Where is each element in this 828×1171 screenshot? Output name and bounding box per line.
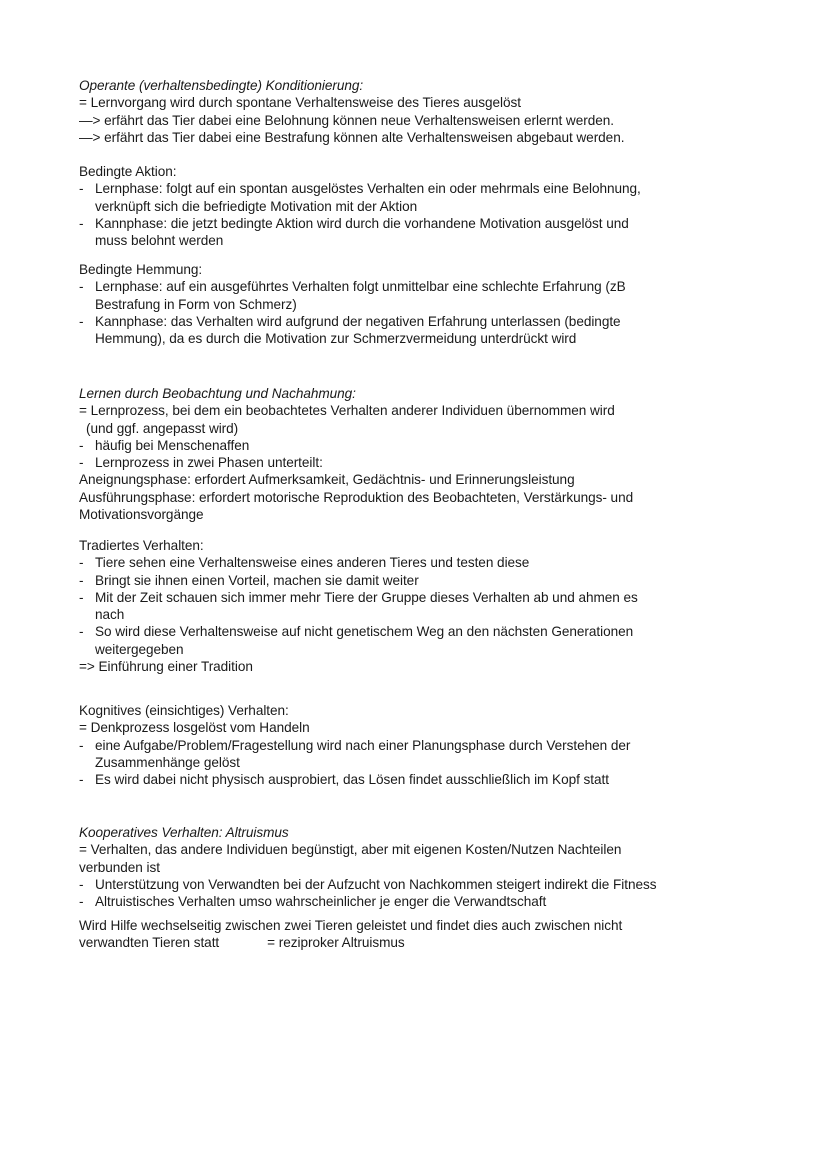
bullet-text: eine Aufgabe/Problem/Fragestellung wird nach einer Planungsphase durch Verstehen der: [95, 737, 631, 753]
bullet-dash: -: [79, 279, 84, 295]
text-line: [79, 876, 768, 893]
bullet-text: Unterstützung von Verwandten bei der Aufzucht von Nachkommen steigert indirekt die Fitness: [95, 876, 657, 892]
text-line: = Lernprozess, bei dem ein beobachtetes Verhalten anderer Individuen übernommen wird: [79, 403, 615, 419]
bullet-dash: -: [79, 555, 84, 571]
bullet-text: Tiere sehen eine Verhaltensweise eines anderen Tieres und testen diese: [95, 555, 530, 571]
text-line: [79, 278, 768, 295]
bullet-dash: -: [79, 215, 84, 231]
text-line: [79, 554, 768, 571]
text-line: [79, 313, 768, 330]
section-heading: Bedingte Hemmung:: [79, 262, 203, 277]
text-line: muss belohnt werden: [95, 233, 224, 249]
text-line: = Lernvorgang wird durch spontane Verhaltensweise des Tieres ausgelöst: [79, 95, 521, 111]
text-line: Ausführungsphase: erfordert motorische Reproduktion des Beobachteten, Verstärkungs- und: [79, 489, 634, 505]
bullet-text: Lernphase: folgt auf ein spontan ausgelöstes Verhalten ein oder mehrmals eine Belohnung,: [95, 181, 641, 197]
section-heading: Tradiertes Verhalten:: [79, 538, 204, 553]
text-line: [79, 934, 768, 951]
text-part: = reziproker Altruismus: [267, 935, 405, 951]
section-heading: Kognitives (einsichtiges) Verhalten:: [79, 703, 289, 718]
bullet-text: Bringt sie ihnen einen Vorteil, machen sie damit weiter: [95, 572, 419, 588]
bullet-text: Altruistisches Verhalten umso wahrscheinlicher je enger die Verwandtschaft: [95, 894, 547, 910]
bullet-text: häufig bei Menschenaffen: [95, 437, 250, 453]
text-line: [79, 737, 768, 754]
section-operante-konditionierung: [79, 77, 768, 146]
bullet-text: Es wird dabei nicht physisch ausprobiert, das Lösen findet ausschließlich im Kopf statt: [95, 772, 609, 788]
text-line: [79, 893, 768, 910]
bullet-text: So wird diese Verhaltensweise auf nicht genetischem Weg an den nächsten Generationen: [95, 624, 634, 640]
text-line: => Einführung einer Tradition: [79, 659, 253, 675]
text-line: Bestrafung in Form von Schmerz): [95, 296, 297, 312]
bullet-text: Kannphase: das Verhalten wird aufgrund der negativen Erfahrung unterlassen (bedingte: [95, 313, 621, 329]
text-line: —> erfährt das Tier dabei eine Bestrafung können alte Verhaltensweisen abgebaut werden.: [79, 129, 625, 145]
bullet-dash: -: [79, 772, 84, 788]
section-bedingte-hemmung: [79, 261, 768, 347]
section-tradiertes-verhalten: [79, 537, 768, 675]
bullet-dash: -: [79, 589, 84, 605]
section-bedingte-aktion: [79, 163, 768, 249]
text-line: verbunden ist: [79, 859, 160, 875]
text-line: [79, 771, 768, 788]
bullet-text: Mit der Zeit schauen sich immer mehr Tiere der Gruppe dieses Verhalten ab und ahmen es: [95, 589, 638, 605]
bullet-dash: -: [79, 181, 84, 197]
text-line: [79, 215, 768, 232]
bullet-dash: -: [79, 876, 84, 892]
text-line: [79, 572, 768, 589]
bullet-dash: -: [79, 437, 84, 453]
text-line: Zusammenhänge gelöst: [95, 754, 240, 770]
section-heading: Operante (verhaltensbedingte) Konditionierung:: [79, 78, 364, 93]
text-line: Wird Hilfe wechselseitig zwischen zwei Tieren geleistet und findet dies auch zwischen nicht: [79, 918, 623, 933]
section-lernen-durch-beobachtung: [79, 385, 768, 523]
bullet-dash: -: [79, 455, 84, 471]
section-kognitives-verhalten: [79, 702, 768, 788]
text-line: = Verhalten, das andere Individuen begünstigt, aber mit eigenen Kosten/Nutzen Nachteilen: [79, 842, 622, 858]
text-line: [79, 589, 768, 606]
text-line: = Denkprozess losgelöst vom Handeln: [79, 720, 310, 736]
bullet-dash: -: [79, 894, 84, 910]
text-line: —> erfährt das Tier dabei eine Belohnung können neue Verhaltensweisen erlernt werden.: [79, 112, 614, 128]
bullet-dash: -: [79, 572, 84, 588]
text-line: Motivationsvorgänge: [79, 507, 204, 523]
text-line: [79, 623, 768, 640]
bullet-text: Lernphase: auf ein ausgeführtes Verhalten folgt unmittelbar eine schlechte Erfahrung (zB: [95, 279, 626, 295]
text-line: verknüpft sich die befriedigte Motivation mit der Aktion: [95, 198, 418, 214]
text-line: [79, 180, 768, 197]
section-kooperatives-verhalten: [79, 824, 768, 910]
text-line: (und ggf. angepasst wird): [86, 420, 239, 436]
bullet-dash: -: [79, 313, 84, 329]
text-line: Aneignungsphase: erfordert Aufmerksamkeit, Gedächtnis- und Erinnerungsleistung: [79, 472, 575, 488]
section-reziproker-altruismus: [79, 917, 768, 952]
bullet-dash: -: [79, 737, 84, 753]
bullet-text: Lernprozess in zwei Phasen unterteilt:: [95, 455, 323, 471]
text-line: [79, 454, 768, 471]
text-line: nach: [95, 607, 125, 623]
section-heading: Lernen durch Beobachtung und Nachahmung:: [79, 386, 356, 401]
section-heading: Kooperatives Verhalten: Altruismus: [79, 825, 289, 840]
bullet-text: Kannphase: die jetzt bedingte Aktion wird durch die vorhandene Motivation ausgelöst und: [95, 215, 629, 231]
text-line: weitergegeben: [95, 641, 184, 657]
bullet-dash: -: [79, 624, 84, 640]
section-heading: Bedingte Aktion:: [79, 164, 177, 179]
text-part: verwandten Tieren statt: [79, 935, 220, 951]
text-line: Hemmung), da es durch die Motivation zur Schmerzvermeidung unterdrückt wird: [95, 331, 577, 347]
text-line: [79, 437, 768, 454]
